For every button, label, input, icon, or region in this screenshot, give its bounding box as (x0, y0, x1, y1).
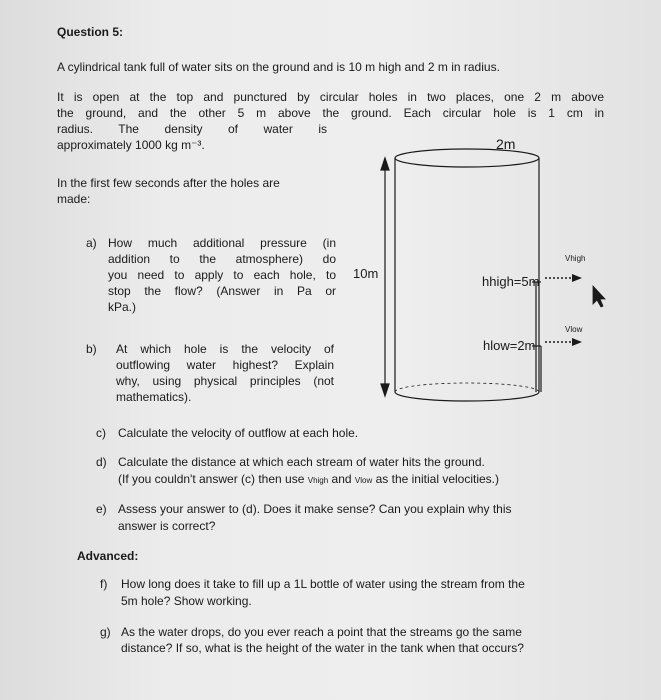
q-a-line-3: you need to apply to each hole, to (108, 268, 336, 282)
intro-line: A cylindrical tank full of water sits on the ground and is 10 m high and 2 m in radius. (57, 60, 500, 74)
height-arrow-down (381, 384, 389, 396)
q-f-line-1: How long does it take to fill up a 1L bottle of water using the stream from the (121, 577, 525, 591)
q-b-line-1: At which hole is the velocity of (116, 342, 334, 356)
height-arrow-up (381, 158, 389, 170)
q-a-line-1: How much additional pressure (in (108, 236, 336, 250)
q-f-marker: f) (100, 577, 108, 591)
setup-line-1: It is open at the top and punctured by circular holes in two places, one 2 m above (57, 90, 604, 104)
question-title: Question 5: (57, 25, 124, 39)
q-a-text (108, 235, 336, 315)
setup-line-4: approximately 1000 kg m⁻³. (57, 138, 205, 152)
q-c-text: Calculate the velocity of outflow at each hole. (118, 426, 359, 440)
q-b-line-2: outflowing water highest? Explain (116, 358, 334, 372)
q-g-marker: g) (100, 625, 111, 639)
q-d-v-low: Vlow (354, 476, 373, 485)
q-b-line-3: why, using physical principles (not (116, 374, 334, 388)
height-label: 10m (353, 266, 379, 281)
q-d-line-1: Calculate the distance at which each stream of water hits the ground. (118, 455, 485, 469)
q-d-marker: d) (96, 455, 107, 469)
q-g-line-1: As the water drops, do you ever reach a point that the streams go the same (121, 625, 522, 639)
q-a-marker: a) (86, 236, 97, 250)
q-e-marker: e) (96, 502, 107, 516)
q-b-line-4: mathematics). (116, 390, 192, 404)
advanced-title: Advanced: (77, 549, 139, 563)
h-low-label: hlow=2m (483, 338, 536, 353)
q-d-and: and (331, 472, 352, 486)
first-seconds-line-2: made: (57, 192, 91, 206)
setup-line-2: the ground, and the other 5 m above the ground. Each circular hole is 1 cm in (57, 106, 604, 120)
q-e-line-2: answer is correct? (118, 519, 216, 533)
q-b-marker: b) (86, 342, 97, 356)
q-e-line-1: Assess your answer to (d). Does it make sense? Can you explain why this (118, 502, 512, 516)
q-a-line-2: addition to the atmosphere) do (108, 252, 336, 266)
tank-bottom-front (395, 392, 539, 401)
height-arrow (381, 158, 389, 396)
hole-height-lines (532, 282, 541, 392)
first-seconds-line-1: In the first few seconds after the holes are (57, 176, 280, 190)
setup-line-3: radius. The density of water is (57, 122, 327, 136)
q-d-line-2 (118, 471, 499, 489)
cursor-icon (593, 286, 605, 307)
q-g-line-2: distance? If so, what is the height of the water in the tank when that occurs? (121, 641, 524, 655)
q-d-line-2-end: as the initial velocities.) (375, 472, 499, 486)
tank-top-ellipse (395, 149, 539, 167)
tank-bottom-back (395, 383, 539, 392)
q-f-line-2: 5m hole? Show working. (121, 594, 252, 608)
q-c-marker: c) (96, 426, 106, 440)
q-b-text (116, 341, 334, 405)
radius-label: 2m (496, 136, 516, 152)
v-high-arrowhead (572, 274, 582, 282)
v-low-arrowhead (572, 338, 582, 346)
q-d-line-2-start: (If you couldn't answer (c) then use (118, 472, 305, 486)
q-d-text (118, 454, 592, 470)
q-d-v-high: Vhigh (307, 476, 329, 485)
v-high-label: Vhigh (565, 254, 586, 263)
h-high-label: hhigh=5m (482, 274, 540, 289)
v-low-label: Vlow (565, 325, 583, 334)
q-a-line-4: stop the flow? (Answer in Pa or (108, 284, 336, 298)
q-a-line-5: kPa.) (108, 300, 137, 314)
